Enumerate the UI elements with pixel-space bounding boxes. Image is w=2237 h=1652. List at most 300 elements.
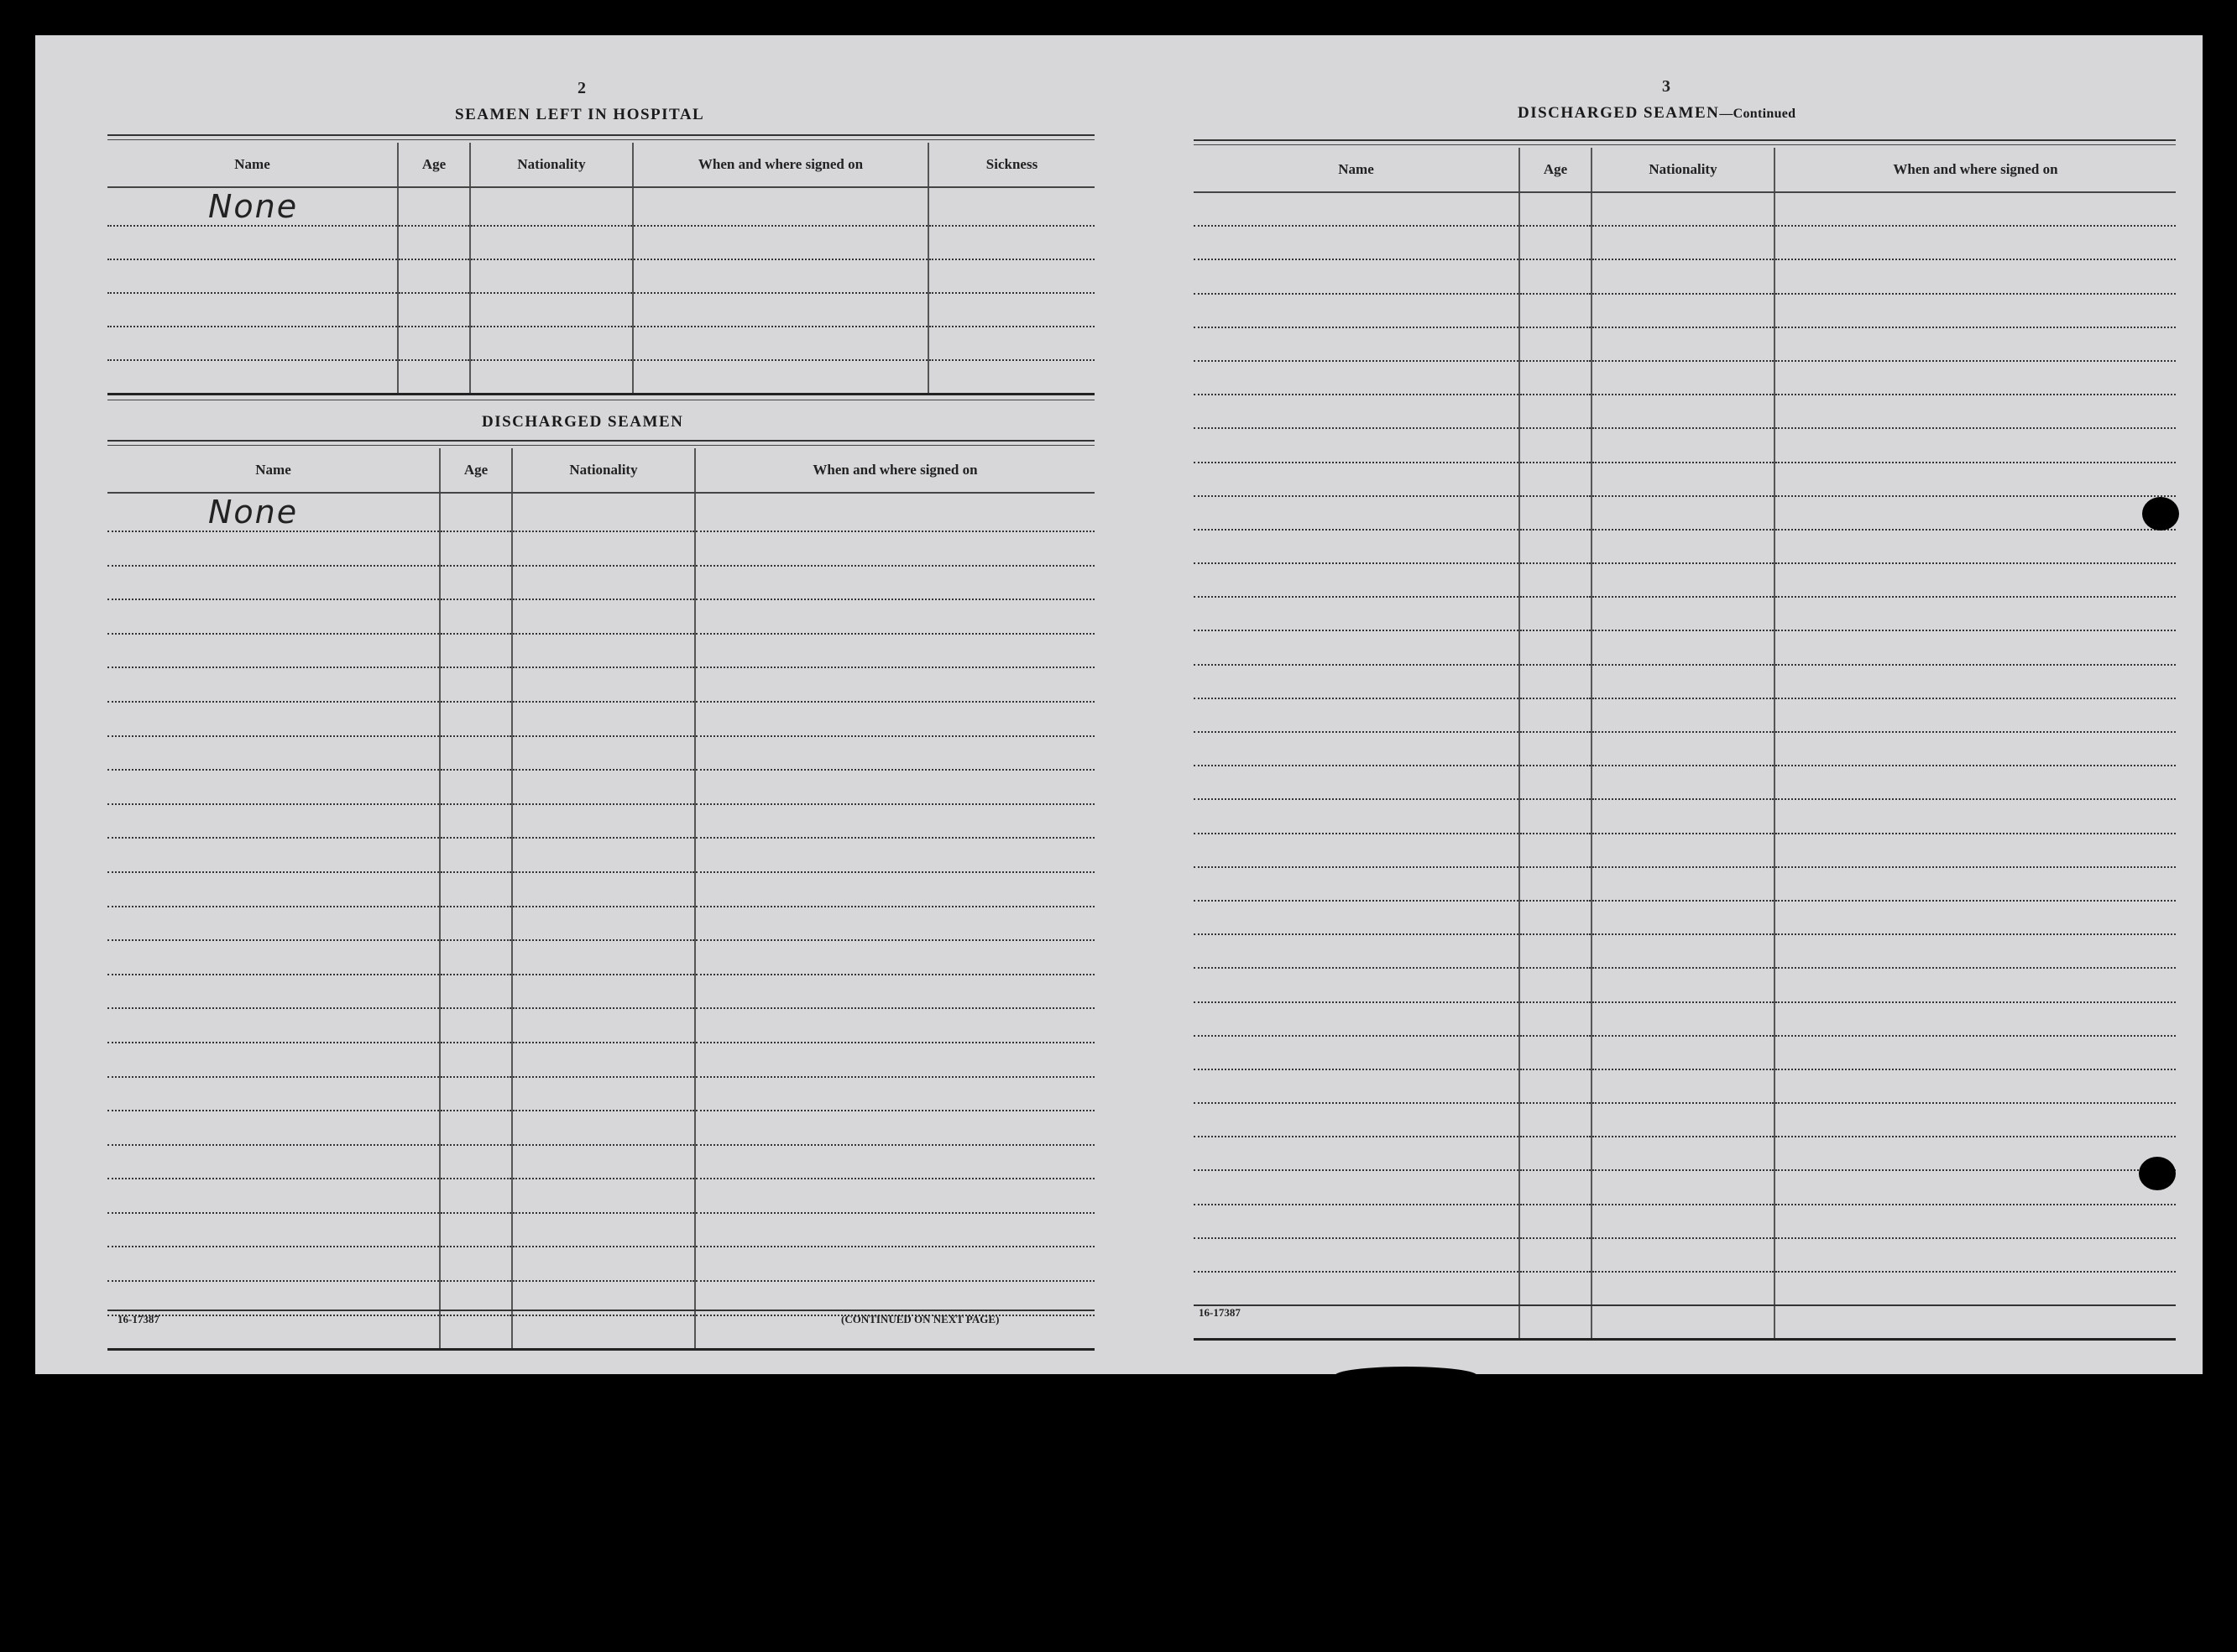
table-row: [107, 1247, 1095, 1281]
table-cell: [1592, 597, 1774, 630]
table-cell: [1592, 1103, 1774, 1137]
table-cell: [1592, 361, 1774, 395]
table-row: [1194, 192, 2176, 226]
rule: [1194, 144, 2176, 145]
table-cell: [1194, 766, 1519, 799]
table-row: [107, 634, 1095, 668]
table-cell: [1194, 901, 1519, 934]
table-cell: [1194, 563, 1519, 597]
page-number-right: 3: [1662, 77, 1670, 96]
table-cell: [1592, 1069, 1774, 1103]
table-row: [107, 327, 1095, 360]
table-cell: [398, 327, 470, 360]
table-cell: [1519, 496, 1592, 530]
table-cell: [440, 736, 512, 771]
table-cell: [695, 736, 1095, 771]
table-row: [107, 804, 1095, 839]
table-cell: [1194, 294, 1519, 327]
table-cell: [695, 531, 1095, 566]
table-cell: [1592, 1238, 1774, 1272]
table-cell: [512, 1213, 695, 1247]
table-cell: [1592, 294, 1774, 327]
table-cell: [440, 1077, 512, 1111]
table-cell: [1592, 630, 1774, 664]
table-cell: [512, 1145, 695, 1179]
table-cell: [1774, 799, 2176, 833]
table-cell: [512, 975, 695, 1009]
table-cell: [440, 770, 512, 804]
table-cell: [1519, 259, 1592, 293]
table-cell: [1592, 867, 1774, 901]
table-row: [1194, 395, 2176, 428]
rule: [107, 1310, 1095, 1311]
table-cell: [440, 975, 512, 1009]
table-cell: [470, 259, 633, 293]
table-row: [1194, 226, 2176, 259]
table-cell: [1774, 294, 2176, 327]
table-cell: [1592, 530, 1774, 563]
table-cell: [1774, 698, 2176, 732]
table-cell: [107, 226, 398, 259]
table-row: [1194, 968, 2176, 1001]
table-cell: [440, 667, 512, 702]
col-header-sickness: Sickness: [928, 143, 1095, 187]
table-cell: [1194, 1137, 1519, 1170]
table-cell: [512, 531, 695, 566]
table-cell: [695, 634, 1095, 668]
table-row: [1194, 934, 2176, 968]
table-cell: [512, 804, 695, 839]
table-row: [1194, 294, 2176, 327]
table-cell: [1592, 226, 1774, 259]
table-row: [107, 702, 1095, 736]
table-cell: [512, 940, 695, 975]
table-cell: [695, 667, 1095, 702]
table-cell: [928, 293, 1095, 327]
table-cell: [512, 599, 695, 634]
table-cell: [1774, 563, 2176, 597]
page-number-left: 2: [578, 79, 586, 97]
table-cell: [440, 1008, 512, 1043]
table-cell: [1519, 597, 1592, 630]
continued-note: (CONTINUED ON NEXT PAGE): [841, 1313, 1000, 1325]
table-cell: [1592, 1002, 1774, 1036]
table-cell: [695, 804, 1095, 839]
table-cell: [107, 736, 440, 771]
table-cell: [695, 1111, 1095, 1145]
table-cell: [107, 1008, 440, 1043]
table-cell: [107, 667, 440, 702]
table-cell: [695, 770, 1095, 804]
table-cell: [1592, 766, 1774, 799]
table-cell: [512, 1179, 695, 1213]
table-row: [1194, 496, 2176, 530]
table-cell: [1194, 259, 1519, 293]
table-cell: [1194, 1069, 1519, 1103]
table-cell: [512, 1008, 695, 1043]
table-cell: [1774, 530, 2176, 563]
rule: [107, 134, 1095, 136]
discharged-table-right: [1194, 148, 2176, 1341]
table-cell: [512, 1315, 695, 1350]
table-cell: [470, 293, 633, 327]
discharged-section-title: DISCHARGED SEAMEN: [482, 413, 684, 431]
table-cell: [1194, 1036, 1519, 1069]
table-cell: [440, 838, 512, 872]
table-cell: [695, 1213, 1095, 1247]
table-row: [1194, 361, 2176, 395]
table-cell: [633, 187, 928, 226]
table-cell: [1194, 834, 1519, 867]
table-cell: [1194, 428, 1519, 462]
discharged-continued-title: [1518, 104, 1795, 123]
table-cell: [107, 259, 398, 293]
table-cell: [107, 1213, 440, 1247]
table-cell: [695, 1247, 1095, 1281]
table-cell: [440, 1145, 512, 1179]
table-cell: [107, 566, 440, 600]
table-cell: [107, 940, 440, 975]
table-cell: [695, 1145, 1095, 1179]
table-cell: [1774, 1238, 2176, 1272]
table-cell: [695, 1077, 1095, 1111]
table-row: [107, 838, 1095, 872]
table-cell: [633, 226, 928, 259]
col-header-age: Age: [1519, 148, 1592, 192]
table-cell: [1194, 226, 1519, 259]
table-cell: [1774, 259, 2176, 293]
table-cell: [1519, 428, 1592, 462]
table-row: [107, 599, 1095, 634]
table-cell: [1592, 834, 1774, 867]
table-cell: [1519, 698, 1592, 732]
table-cell: [1592, 1036, 1774, 1069]
table-row: [1194, 1170, 2176, 1204]
table-cell: [440, 872, 512, 907]
table-cell: [107, 907, 440, 941]
table-cell: [107, 872, 440, 907]
table-cell: [512, 1077, 695, 1111]
table-cell: [512, 872, 695, 907]
table-cell: [1519, 1238, 1592, 1272]
table-cell: [928, 187, 1095, 226]
table-cell: [107, 838, 440, 872]
table-cell: [1519, 530, 1592, 563]
table-cell: [1774, 428, 2176, 462]
table-cell: [1194, 361, 1519, 395]
table-row: [107, 360, 1095, 395]
table-cell: [695, 872, 1095, 907]
table-cell: [1519, 1036, 1592, 1069]
table-cell: [1519, 1170, 1592, 1204]
table-cell: [107, 493, 440, 531]
table-row: [107, 226, 1095, 259]
table-cell: [1519, 327, 1592, 361]
col-header-age: Age: [440, 448, 512, 493]
table-cell: [1519, 226, 1592, 259]
table-cell: [633, 327, 928, 360]
table-cell: [1519, 361, 1592, 395]
continued-suffix: —Continued: [1719, 107, 1796, 121]
table-cell: [1774, 968, 2176, 1001]
table-cell: [1774, 1103, 2176, 1137]
table-cell: [1194, 192, 1519, 226]
table-cell: [1194, 665, 1519, 698]
table-cell: [1592, 799, 1774, 833]
table-cell: [1194, 1305, 1519, 1340]
table-cell: [1519, 901, 1592, 934]
table-cell: [440, 1043, 512, 1077]
table-cell: [512, 736, 695, 771]
table-cell: [1592, 1205, 1774, 1238]
col-header-signed-on: When and where signed on: [1774, 148, 2176, 192]
table-cell: [107, 293, 398, 327]
table-cell: [1774, 665, 2176, 698]
table-cell: [107, 702, 440, 736]
table-cell: [470, 327, 633, 360]
table-row: [107, 1043, 1095, 1077]
table-cell: [1774, 901, 2176, 934]
table-row: [107, 259, 1095, 293]
table-cell: [398, 226, 470, 259]
table-row: [1194, 867, 2176, 901]
table-cell: [107, 804, 440, 839]
table-row: [1194, 530, 2176, 563]
table-cell: [1519, 934, 1592, 968]
table-row: [107, 1145, 1095, 1179]
table-cell: [440, 493, 512, 531]
punch-hole: [2139, 1157, 2176, 1190]
table-cell: [107, 531, 440, 566]
table-cell: [1194, 799, 1519, 833]
table-cell: [107, 975, 440, 1009]
col-header-nationality: Nationality: [512, 448, 695, 493]
table-cell: [695, 907, 1095, 941]
table-cell: [1592, 395, 1774, 428]
table-row: [107, 493, 1095, 531]
table-row: [1194, 698, 2176, 732]
table-cell: [512, 634, 695, 668]
table-cell: [1194, 732, 1519, 766]
table-cell: [1592, 1305, 1774, 1340]
table-cell: [440, 1315, 512, 1350]
table-cell: [1774, 630, 2176, 664]
table-cell: [1774, 361, 2176, 395]
rule: [107, 445, 1095, 446]
table-cell: [1519, 732, 1592, 766]
page-notch: [1335, 1367, 1477, 1385]
table-cell: [1592, 496, 1774, 530]
table-cell: [1774, 597, 2176, 630]
table-cell: [1519, 1069, 1592, 1103]
table-cell: [512, 493, 695, 531]
table-cell: [695, 838, 1095, 872]
table-cell: [1194, 1002, 1519, 1036]
table-cell: [1519, 463, 1592, 496]
hospital-section-title: SEAMEN LEFT IN HOSPITAL: [455, 106, 705, 123]
col-header-nationality: Nationality: [1592, 148, 1774, 192]
table-row: [1194, 665, 2176, 698]
table-cell: [107, 634, 440, 668]
table-cell: [1194, 630, 1519, 664]
table-cell: [695, 566, 1095, 600]
table-row: [107, 1213, 1095, 1247]
table-cell: [440, 1213, 512, 1247]
table-cell: [1194, 496, 1519, 530]
form-number-right: 16-17387: [1199, 1306, 1241, 1319]
col-header-name: Name: [107, 143, 398, 187]
table-cell: [1194, 1103, 1519, 1137]
table-cell: [1774, 732, 2176, 766]
table-cell: [1774, 834, 2176, 867]
table-cell: [1519, 192, 1592, 226]
rule: [107, 440, 1095, 442]
table-cell: [1592, 1272, 1774, 1305]
table-row: [107, 975, 1095, 1009]
table-cell: [107, 327, 398, 360]
table-cell: [1519, 1272, 1592, 1305]
table-row: [1194, 766, 2176, 799]
table-cell: [695, 940, 1095, 975]
table-cell: [633, 259, 928, 293]
table-cell: [440, 566, 512, 600]
table-cell: [1774, 1170, 2176, 1204]
col-header-nationality: Nationality: [470, 143, 633, 187]
table-cell: [633, 293, 928, 327]
table-cell: [1519, 1205, 1592, 1238]
table-cell: [1592, 934, 1774, 968]
table-cell: [1592, 1137, 1774, 1170]
table-cell: [1774, 766, 2176, 799]
table-cell: [1194, 597, 1519, 630]
table-cell: [1194, 934, 1519, 968]
table-row: [107, 872, 1095, 907]
table-cell: [1592, 463, 1774, 496]
rule: [1194, 139, 2176, 141]
table-row: [107, 907, 1095, 941]
table-cell: [1194, 1170, 1519, 1204]
table-cell: [695, 702, 1095, 736]
table-cell: [1194, 867, 1519, 901]
table-cell: [1519, 766, 1592, 799]
table-row: [1194, 1272, 2176, 1305]
table-row: [1194, 1205, 2176, 1238]
rule: [107, 139, 1095, 140]
handwritten-entry: None: [208, 494, 299, 531]
table-cell: [695, 975, 1095, 1009]
table-row: [107, 667, 1095, 702]
table-cell: [1774, 1002, 2176, 1036]
table-cell: [1774, 192, 2176, 226]
table-cell: [1194, 698, 1519, 732]
table-cell: [107, 599, 440, 634]
table-cell: [398, 259, 470, 293]
table-row: [107, 1008, 1095, 1043]
table-row: [1194, 1069, 2176, 1103]
table-cell: [440, 1111, 512, 1145]
table-row: [1194, 1137, 2176, 1170]
table-cell: [1774, 496, 2176, 530]
table-row: [1194, 1036, 2176, 1069]
table-row: [107, 1077, 1095, 1111]
table-cell: [107, 770, 440, 804]
table-cell: [1592, 665, 1774, 698]
table-cell: [1194, 1272, 1519, 1305]
table-row: [1194, 1002, 2176, 1036]
table-cell: [107, 1145, 440, 1179]
table-cell: [107, 1247, 440, 1281]
table-cell: [1592, 192, 1774, 226]
table-cell: [1519, 294, 1592, 327]
table-cell: [1774, 1069, 2176, 1103]
table-cell: [440, 531, 512, 566]
document-sheet: [35, 35, 2203, 1374]
table-cell: [1774, 867, 2176, 901]
table-cell: [928, 360, 1095, 395]
table-cell: [470, 187, 633, 226]
col-header-name: Name: [107, 448, 440, 493]
table-row: [1194, 1305, 2176, 1340]
table-cell: [1592, 901, 1774, 934]
table-cell: [1774, 463, 2176, 496]
table-cell: [512, 566, 695, 600]
table-cell: [512, 1043, 695, 1077]
table-cell: [1519, 867, 1592, 901]
table-cell: [107, 1043, 440, 1077]
table-cell: [1592, 563, 1774, 597]
table-cell: [1519, 799, 1592, 833]
table-cell: [1774, 934, 2176, 968]
table-cell: [440, 702, 512, 736]
table-cell: [1519, 1002, 1592, 1036]
table-cell: [1774, 226, 2176, 259]
table-cell: [1194, 463, 1519, 496]
table-cell: [928, 327, 1095, 360]
table-cell: [107, 1179, 440, 1213]
discharged-continued-title-main: DISCHARGED SEAMEN: [1518, 104, 1720, 122]
table-cell: [1592, 259, 1774, 293]
table-row: [107, 293, 1095, 327]
table-row: [107, 1179, 1095, 1213]
table-cell: [1519, 1103, 1592, 1137]
table-cell: [1592, 732, 1774, 766]
table-cell: [512, 702, 695, 736]
table-cell: [1194, 1205, 1519, 1238]
table-row: [1194, 327, 2176, 361]
table-cell: [512, 1247, 695, 1281]
table-cell: [1519, 665, 1592, 698]
table-cell: [633, 360, 928, 395]
table-cell: [398, 187, 470, 226]
table-row: [1194, 732, 2176, 766]
col-header-signed-on: When and where signed on: [695, 448, 1095, 493]
col-header-signed-on: When and where signed on: [633, 143, 928, 187]
table-cell: [1592, 428, 1774, 462]
table-row: [107, 940, 1095, 975]
rule: [1194, 1304, 2176, 1306]
table-cell: [440, 634, 512, 668]
table-cell: [398, 293, 470, 327]
table-cell: [470, 360, 633, 395]
table-cell: [440, 1247, 512, 1281]
table-row: [1194, 1103, 2176, 1137]
table-row: [107, 566, 1095, 600]
table-cell: [1592, 1170, 1774, 1204]
table-cell: [440, 1179, 512, 1213]
table-cell: [695, 493, 1095, 531]
table-row: [1194, 834, 2176, 867]
col-header-name: Name: [1194, 148, 1519, 192]
